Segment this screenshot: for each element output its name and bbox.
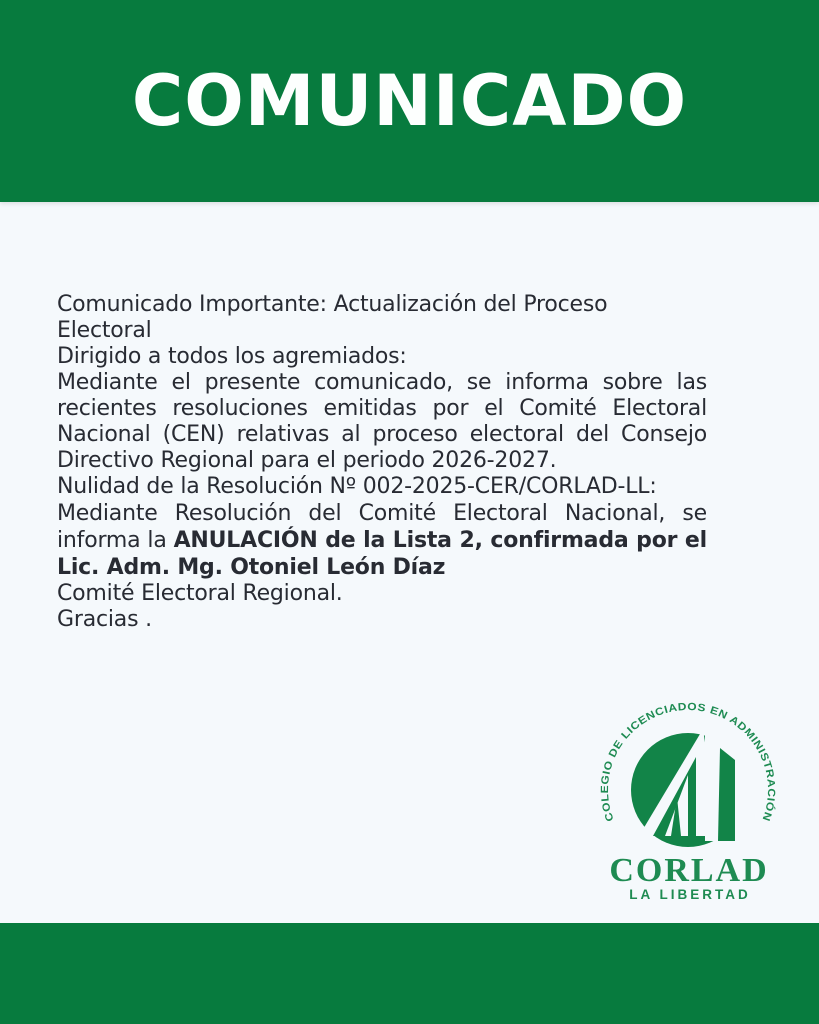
resolution-paragraph xyxy=(57,500,707,581)
resolution-bold-text: ANULACIÓN de la Lista 2, confirmada por el Lic. Adm. Mg. Otoniel León Díaz xyxy=(57,528,707,580)
update-paragraph: Mediante el presente comunicado, se informa sobre las recientes resoluciones emitidas por el Comité Electoral Nacional (CEN) relativas al proceso electoral del Consejo Directivo Regional para el periodo 2026-2027. xyxy=(57,370,707,473)
logo-acronym: CORLAD xyxy=(609,852,769,889)
poster-title: COMUNICADO xyxy=(131,60,688,142)
corlad-logo-graphic xyxy=(593,693,793,905)
closing-line-1: Comité Electoral Regional. xyxy=(57,581,343,606)
header-band xyxy=(0,0,819,202)
logo-arc-text: COLEGIO DE LICENCIADOS EN ADMINISTRACIÓN xyxy=(598,700,778,823)
intro-paragraph xyxy=(57,292,707,370)
closing-paragraph xyxy=(57,581,707,633)
resolution-normal-text: Mediante Resolución del Comité Electoral Nacional, se informa la xyxy=(57,501,707,553)
corlad-logo xyxy=(593,693,793,905)
logo-region: LA LIBERTAD xyxy=(629,887,751,902)
closing-line-2: Gracias . xyxy=(57,607,152,632)
intro-line-2: Dirigido a todos los agremiados: xyxy=(57,344,407,369)
nullity-line: Nulidad de la Resolución Nº 002-2025-CER/CORLAD-LL: xyxy=(57,474,657,499)
footer-band xyxy=(0,923,819,1024)
announcement-body xyxy=(57,292,707,633)
intro-line-1: Comunicado Importante: Actualización del Proceso Electoral xyxy=(57,292,608,343)
logo-emblem-icon xyxy=(631,729,747,847)
